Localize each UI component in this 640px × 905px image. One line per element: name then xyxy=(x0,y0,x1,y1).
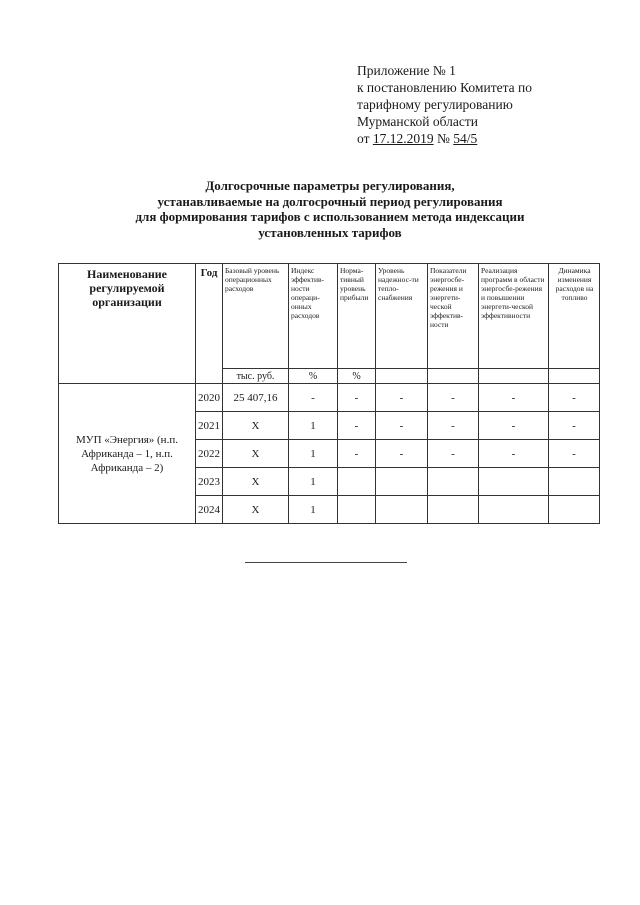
document-title xyxy=(60,178,600,240)
cell-energy xyxy=(428,496,479,524)
cell-energy: - xyxy=(428,440,479,468)
title-line: установленных тарифов xyxy=(258,224,402,240)
cell-energy: - xyxy=(428,384,479,412)
appendix-line: к постановлению Комитета по xyxy=(357,80,532,95)
resolution-number: 54/5 xyxy=(453,131,478,146)
org-name: МУП «Энергия» (н.п. Африканда – 1, н.п. Африканда – 2) xyxy=(59,384,196,524)
title-line: Долгосрочные параметры регулирования, xyxy=(205,178,455,193)
unit-empty xyxy=(479,369,549,384)
cell-year: 2021 xyxy=(196,412,223,440)
unit-empty xyxy=(428,369,479,384)
appendix-from: от xyxy=(357,131,373,146)
header-fuel-dynamics: Динамика изменения расходов на топливо xyxy=(549,264,600,369)
cell-energy: - xyxy=(428,412,479,440)
header-programs: Реализация программ в области энергосбе-режения и повышении энергети-ческой эффективности xyxy=(479,264,549,369)
cell-base: Х xyxy=(223,440,289,468)
cell-year: 2023 xyxy=(196,468,223,496)
cell-fuel: - xyxy=(549,440,600,468)
appendix-date-line xyxy=(357,130,607,147)
cell-normative xyxy=(338,468,376,496)
cell-year: 2024 xyxy=(196,496,223,524)
unit-normative: % xyxy=(338,369,376,384)
cell-fuel: - xyxy=(549,384,600,412)
cell-energy xyxy=(428,468,479,496)
cell-index: 1 xyxy=(289,412,338,440)
appendix-block xyxy=(357,62,607,147)
cell-normative: - xyxy=(338,412,376,440)
unit-base: тыс. руб. xyxy=(223,369,289,384)
cell-reliability: - xyxy=(376,384,428,412)
cell-reliability: - xyxy=(376,440,428,468)
header-reliability: Уровень надежнос-ти тепло-снабжения xyxy=(376,264,428,369)
cell-programs xyxy=(479,468,549,496)
header-org: Наименование регулируемой организации xyxy=(59,264,196,384)
cell-programs xyxy=(479,496,549,524)
appendix-line: Приложение № 1 xyxy=(357,63,456,78)
unit-empty xyxy=(549,369,600,384)
cell-normative: - xyxy=(338,440,376,468)
cell-reliability xyxy=(376,496,428,524)
unit-empty xyxy=(376,369,428,384)
cell-index: - xyxy=(289,384,338,412)
header-year: Год xyxy=(196,264,223,384)
cell-fuel xyxy=(549,496,600,524)
header-index: Индекс эффектив-ности операци-онных расходов xyxy=(289,264,338,369)
cell-base: Х xyxy=(223,412,289,440)
cell-reliability xyxy=(376,468,428,496)
number-sign: № xyxy=(433,131,454,146)
appendix-line: тарифному регулированию xyxy=(357,97,513,112)
cell-base: Х xyxy=(223,496,289,524)
unit-index: % xyxy=(289,369,338,384)
cell-fuel xyxy=(549,468,600,496)
cell-reliability: - xyxy=(376,412,428,440)
cell-normative: - xyxy=(338,384,376,412)
cell-index: 1 xyxy=(289,468,338,496)
cell-fuel: - xyxy=(549,412,600,440)
resolution-date: 17.12.2019 xyxy=(372,131,434,146)
header-energy-indicators: Показатели энергосбе-режения и энергети-ческой эффектив-ности xyxy=(428,264,479,369)
cell-year: 2020 xyxy=(196,384,223,412)
appendix-line: Мурманской области xyxy=(357,114,478,129)
cell-base: 25 407,16 xyxy=(223,384,289,412)
cell-index: 1 xyxy=(289,496,338,524)
header-base: Базовый уровень операционных расходов xyxy=(223,264,289,369)
header-row xyxy=(59,264,600,369)
cell-year: 2022 xyxy=(196,440,223,468)
table-row xyxy=(59,384,600,412)
cell-programs: - xyxy=(479,384,549,412)
end-divider xyxy=(245,562,407,563)
parameters-table xyxy=(58,263,600,524)
header-normative: Норма-тивный уровень прибыли xyxy=(338,264,376,369)
cell-index: 1 xyxy=(289,440,338,468)
cell-programs: - xyxy=(479,412,549,440)
title-line: устанавливаемые на долгосрочный период регулирования xyxy=(157,193,503,209)
cell-normative xyxy=(338,496,376,524)
title-line: для формирования тарифов с использованием метода индексации xyxy=(135,209,525,224)
cell-programs: - xyxy=(479,440,549,468)
cell-base: Х xyxy=(223,468,289,496)
